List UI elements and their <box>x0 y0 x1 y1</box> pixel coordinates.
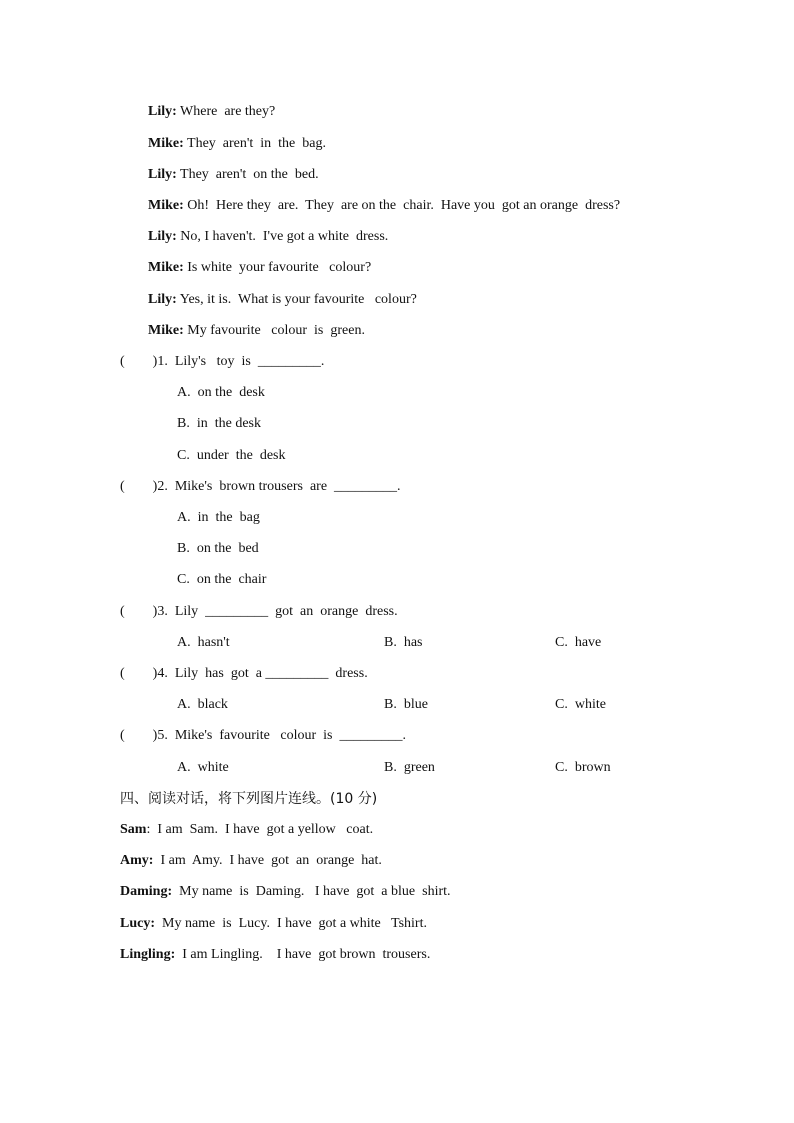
answer-option: C. have <box>555 635 602 650</box>
dialogue-text: Where are they? <box>176 104 276 119</box>
question-stem: ( )3. Lily _________ got an orange dress. <box>120 604 398 619</box>
question-stem: ( )5. Mike's favourite colour is _________. <box>120 728 406 743</box>
speaker-name: Mike: <box>148 136 184 151</box>
dialogue-line <box>120 915 427 933</box>
dialogue-text: Oh! Here they are. They are on the chair. Have you got an orange dress? <box>183 198 621 213</box>
section-heading: 四、阅读对话，将下列图片连线。(10 分) <box>120 791 378 807</box>
dialogue-text: My favourite colour is green. <box>183 323 365 338</box>
dialogue-text: Is white your favourite colour? <box>183 260 372 275</box>
dialogue-text: My name is Daming. I have got a blue shirt. <box>172 884 451 899</box>
dialogue-line <box>148 228 388 246</box>
dialogue-line <box>148 322 365 340</box>
dialogue-line <box>148 135 326 153</box>
dialogue-line <box>148 259 371 277</box>
answer-option: C. brown <box>555 760 611 775</box>
dialogue-line <box>120 852 382 870</box>
speaker-name: Amy: <box>120 853 154 868</box>
answer-option: B. green <box>384 760 435 775</box>
answer-option: A. white <box>177 760 229 775</box>
answer-option: B. blue <box>384 697 428 712</box>
question-stem: ( )4. Lily has got a _________ dress. <box>120 666 368 681</box>
dialogue-text: They aren't in the bag. <box>183 136 326 151</box>
question-stem: ( )2. Mike's brown trousers are _________. <box>120 479 401 494</box>
answer-option: A. in the bag <box>177 510 260 525</box>
speaker-name: Lingling: <box>120 947 176 962</box>
dialogue-text: Yes, it is. What is your favourite colour? <box>176 292 417 307</box>
dialogue-text: My name is Lucy. I have got a white Tshirt. <box>155 916 427 931</box>
question-stem: ( )1. Lily's toy is _________. <box>120 354 325 369</box>
dialogue-line <box>148 103 275 121</box>
answer-option: B. has <box>384 635 423 650</box>
answer-option: A. on the desk <box>177 385 265 400</box>
speaker-name: Lily: <box>148 292 177 307</box>
dialogue-text: They aren't on the bed. <box>176 167 319 182</box>
dialogue-line <box>120 821 373 839</box>
speaker-name: Lily: <box>148 229 177 244</box>
dialogue-line <box>120 946 430 964</box>
speaker-name: Lucy: <box>120 916 155 931</box>
dialogue-text: No, I haven't. I've got a white dress. <box>176 229 389 244</box>
dialogue-line <box>148 291 417 309</box>
dialogue-line <box>120 883 451 901</box>
dialogue-text: I am Lingling. I have got brown trousers. <box>175 947 431 962</box>
speaker-name: Mike: <box>148 323 184 338</box>
speaker-name: Daming: <box>120 884 173 899</box>
answer-option: C. under the desk <box>177 448 286 463</box>
dialogue-text: I am Amy. I have got an orange hat. <box>153 853 382 868</box>
answer-option: C. on the chair <box>177 572 267 587</box>
speaker-name: Sam <box>120 822 147 837</box>
answer-option: B. on the bed <box>177 541 259 556</box>
dialogue-text: : I am Sam. I have got a yellow coat. <box>146 822 374 837</box>
speaker-name: Lily: <box>148 104 177 119</box>
answer-option: C. white <box>555 697 606 712</box>
dialogue-line <box>148 166 319 184</box>
speaker-name: Mike: <box>148 198 184 213</box>
speaker-name: Mike: <box>148 260 184 275</box>
answer-option: B. in the desk <box>177 416 261 431</box>
speaker-name: Lily: <box>148 167 177 182</box>
answer-option: A. black <box>177 697 228 712</box>
dialogue-line <box>148 197 620 215</box>
answer-option: A. hasn't <box>177 635 230 650</box>
